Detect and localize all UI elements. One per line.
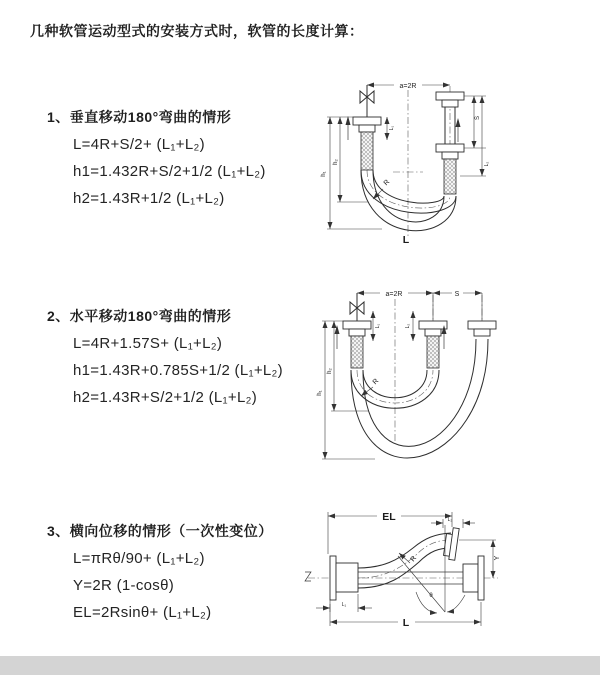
label-l2: L₂	[447, 517, 453, 523]
dimension-l2	[405, 311, 413, 341]
label-el: EL	[382, 511, 396, 523]
label-r: R	[371, 377, 381, 387]
hose-arcs	[361, 170, 456, 231]
section-2-formula-h1: h1=1.43R+0.785S+1/2 (L₁+L₂)	[73, 362, 283, 379]
label-y: Y	[494, 555, 501, 561]
label-a2r: a=2R	[385, 291, 403, 298]
break-mark	[305, 572, 311, 581]
hose-arcs	[351, 339, 488, 458]
label-l-total: L	[402, 617, 410, 629]
label-s: S	[454, 291, 460, 298]
dimension-el	[328, 511, 452, 554]
section-1-formula-L: L=4R+S/2+ (L₁+L₂)	[73, 136, 205, 153]
dimension-l2	[431, 517, 475, 528]
section-2-formula-L: L=4R+1.57S+ (L₁+L₂)	[73, 335, 223, 352]
label-r: R	[382, 178, 392, 188]
dimension-l1	[316, 594, 372, 612]
label-l1: L₁	[375, 323, 381, 329]
dimension-s	[460, 96, 490, 176]
dimension-a2r	[357, 288, 433, 298]
label-theta: θ	[429, 593, 433, 599]
label-s: S	[475, 115, 481, 121]
centerlines	[393, 86, 450, 238]
label-r: R	[409, 554, 419, 564]
footer-strip	[0, 656, 600, 675]
diagram-vertical-180-bend	[310, 72, 515, 252]
upper-flange	[444, 528, 460, 561]
section-1-formula-h2: h2=1.43R+1/2 (L₁+L₂)	[73, 190, 225, 207]
dimension-l1	[373, 311, 381, 341]
section-3-formula-Y: Y=2R (1-cosθ)	[73, 577, 175, 594]
section-1-formula-h1: h1=1.432R+S/2+1/2 (L₁+L₂)	[73, 163, 266, 180]
label-h2: h₂	[327, 368, 333, 374]
section-2-heading: 2、水平移动180°弯曲的情形	[47, 308, 232, 324]
right-pipe-flange	[468, 321, 496, 336]
label-l-total: L	[402, 234, 410, 246]
label-l2: L₂	[405, 323, 411, 329]
section-3-formula-L: L=πRθ/90+ (L₁+L₂)	[73, 550, 205, 567]
page-title: 几种软管运动型式的安装方式时，软管的长度计算：	[30, 23, 364, 39]
dimension-l1	[387, 117, 395, 140]
left-flange	[330, 556, 358, 600]
label-h2: h₂	[333, 159, 339, 165]
diagram-lateral-displacement	[303, 500, 503, 640]
dimension-l	[330, 602, 481, 629]
dimension-a2r	[367, 80, 450, 90]
middle-pipe-flange	[419, 321, 447, 368]
centerlines	[395, 295, 482, 443]
radius-callout	[399, 553, 418, 563]
diagram-horizontal-180-bend	[313, 283, 508, 468]
valve-icon	[350, 293, 364, 321]
s-curve-hose	[358, 533, 451, 588]
label-h1: h₁	[321, 171, 327, 177]
label-h1: h₁	[317, 390, 323, 396]
label-l1: L₁	[389, 125, 395, 131]
section-3-formula-EL: EL=2Rsinθ+ (L₁+L₂)	[73, 604, 212, 621]
dimension-h1	[317, 321, 375, 459]
label-a2r: a=2R	[399, 83, 417, 90]
label-l1: L₁	[341, 602, 347, 608]
label-l2: L₂	[484, 161, 490, 167]
section-2-formula-h2: h2=1.43R+S/2+1/2 (L₁+L₂)	[73, 389, 258, 406]
section-1-heading: 1、垂直移动180°弯曲的情形	[47, 109, 232, 125]
dimension-s	[433, 288, 482, 298]
section-3-heading: 3、横向位移的情形（一次性变位）	[47, 523, 273, 539]
valve-icon	[360, 85, 374, 117]
left-pipe-flange	[353, 117, 381, 170]
left-pipe-flange	[343, 321, 371, 368]
